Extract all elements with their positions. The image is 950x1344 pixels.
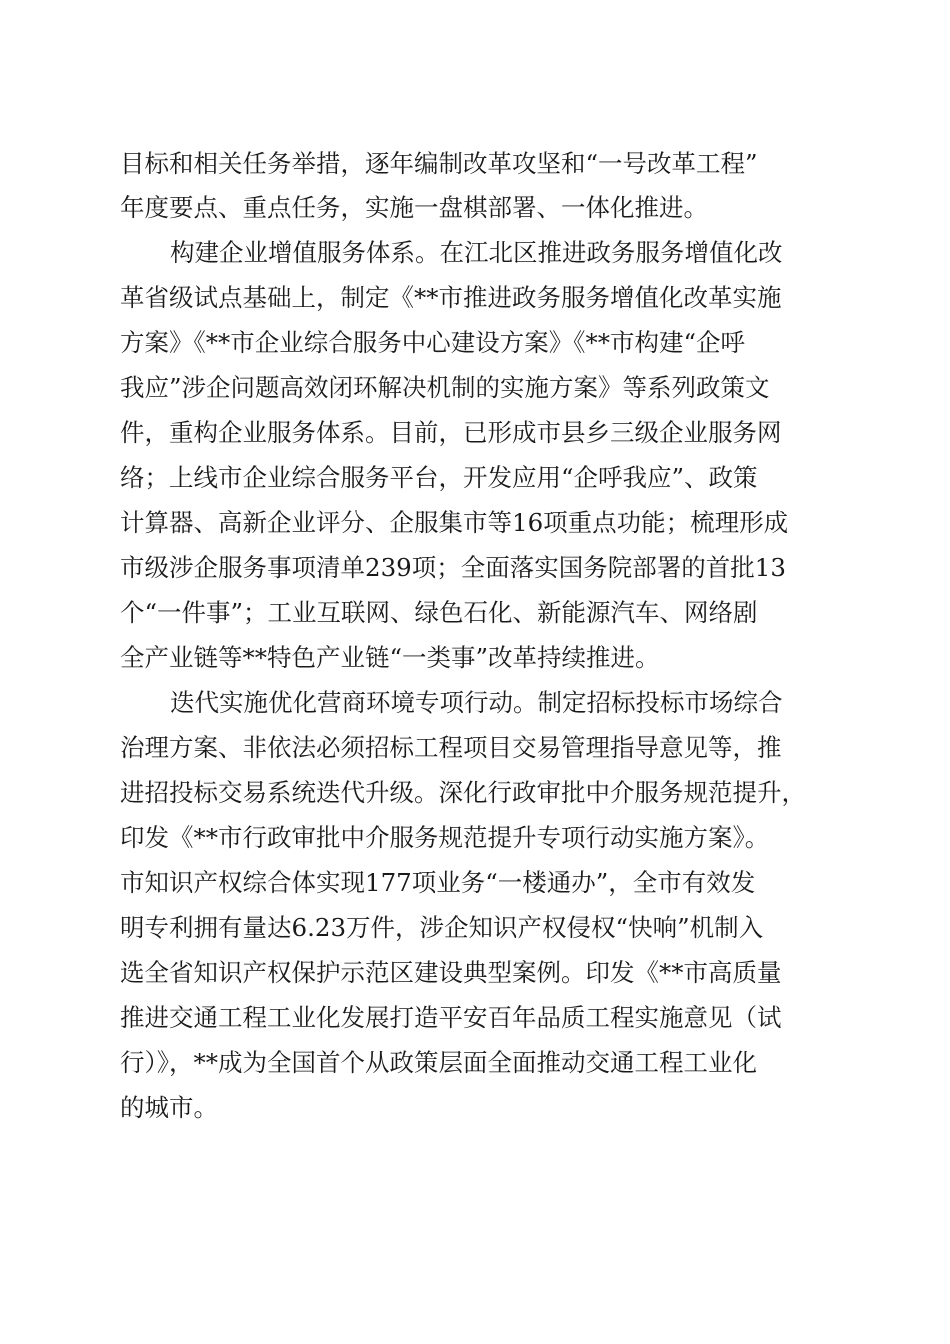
- text-line-12: 全产业链等**特色产业链“一类事”改革持续推进。: [120, 643, 660, 672]
- text-line-20: 推进交通工程工业化发展打造平安百年品质工程实施意见（试: [120, 1003, 782, 1032]
- text-line-19: 选全省知识产权保护示范区建设典型案例。印发《**市高质量: [120, 958, 782, 987]
- text-line-6: 我应”涉企问题高效闭环解决机制的实施方案》等系列政策文: [120, 373, 770, 402]
- text-line-11: 个“一件事”；工业互联网、绿色石化、新能源汽车、网络剧: [120, 598, 758, 627]
- paragraph-3-heading-line: 迭代实施优化营商环境专项行动。制定招标投标市场综合: [170, 688, 783, 717]
- text-line-17: 市知识产权综合体实现177项业务“一楼通办”，全市有效发: [120, 868, 756, 897]
- text-line-15: 进招投标交易系统迭代升级。深化行政审批中介服务规范提升，: [120, 778, 806, 807]
- text-line-7: 件，重构企业服务体系。目前，已形成市县乡三级企业服务网: [120, 418, 782, 447]
- text-line-5: 方案》《**市企业综合服务中心建设方案》《**市构建“企呼: [120, 328, 746, 357]
- text-line-9: 计算器、高新企业评分、企服集市等16项重点功能；梳理形成: [120, 508, 789, 537]
- text-line-8: 络；上线市企业综合服务平台，开发应用“企呼我应”、政策: [120, 463, 758, 492]
- text-line-2: 年度要点、重点任务，实施一盘棋部署、一体化推进。: [120, 193, 708, 222]
- text-line-21: 行）》，**成为全国首个从政策层面全面推动交通工程工业化: [120, 1048, 757, 1077]
- text-line-1: 目标和相关任务举措，逐年编制改革攻坚和“一号改革工程”: [120, 149, 758, 178]
- text-line-18: 明专利拥有量达6.23万件，涉企知识产权侵权“快响”机制入: [120, 913, 764, 942]
- paragraph-2-heading-line: 构建企业增值服务体系。在江北区推进政务服务增值化改: [170, 238, 783, 267]
- text-line-16: 印发《**市行政审批中介服务规范提升专项行动实施方案》。: [120, 823, 770, 852]
- text-line-4: 革省级试点基础上，制定《**市推进政务服务增值化改革实施: [120, 283, 782, 312]
- text-line-14: 治理方案、非依法必须招标工程项目交易管理指导意见等，推: [120, 733, 782, 762]
- text-line-22: 的城市。: [120, 1093, 218, 1122]
- text-line-10: 市级涉企服务事项清单239项；全面落实国务院部署的首批13: [120, 553, 786, 582]
